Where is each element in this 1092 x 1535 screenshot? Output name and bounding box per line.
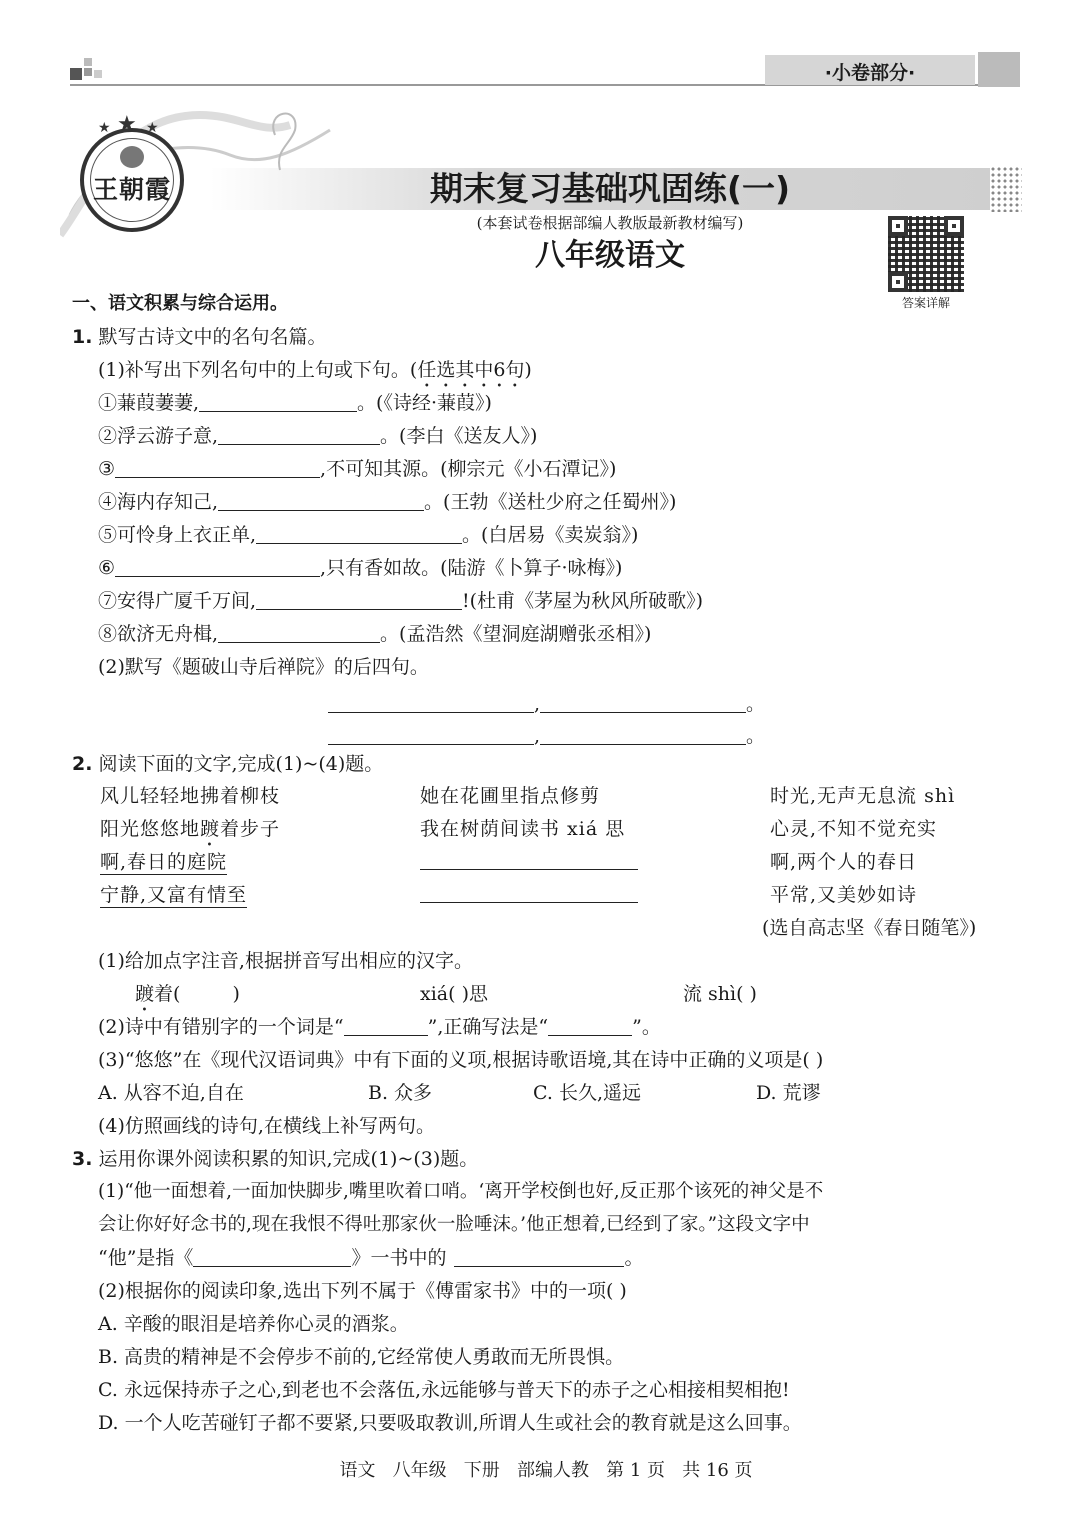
question-1-stem (72, 323, 327, 351)
emphasis-dotted-text: 任选其中6句 (417, 359, 525, 381)
period: 。 (746, 725, 766, 747)
answer-blank[interactable] (256, 523, 462, 544)
q3-sub1-line: 会让你好好念书的,现在我恨不得吐那家伙一脸唾沫。’他正想着,已经到了家。”这段文字中 (98, 1214, 810, 1235)
question-number: 1. (72, 326, 93, 348)
question-text: 阅读下面的文字,完成(1)~(4)题。 (98, 753, 384, 775)
item-suffix: !(杜甫《茅屋为秋风所破歌》) (462, 590, 704, 612)
item-prefix: ⑦安得广厦千万间, (98, 590, 257, 612)
answer-blank[interactable] (115, 556, 320, 577)
option-d[interactable]: D. 荒谬 (756, 1082, 821, 1104)
intro-text: ) (524, 359, 532, 381)
q3-sub2: (2)根据你的阅读印象,选出下列不属于《傅雷家书》中的一项( ) (98, 1280, 627, 1302)
q2-sub2 (98, 1013, 661, 1041)
q1-item-7 (98, 587, 703, 615)
text: ”,正确写法是“ (427, 1016, 549, 1038)
q3-option-c[interactable]: C. 永远保持赤子之心,到老也不会落伍,永远能够与普天下的赤子之心相接相契相抱! (98, 1379, 790, 1401)
answer-blank[interactable] (548, 1015, 632, 1036)
answer-a[interactable] (135, 980, 240, 1016)
q1-part2-intro: (2)默写《题破山寺后禅院》的后四句。 (98, 656, 429, 678)
poem-line (100, 815, 280, 851)
q2-sub1: (1)给加点字注音,根据拼音写出相应的汉字。 (98, 950, 473, 972)
q1-item-8 (98, 620, 651, 648)
poem-line-underlined (100, 848, 227, 876)
page-footer: 语文 八年级 下册 部编人教 第 1 页 共 16 页 (339, 1460, 753, 1481)
q3-option-a[interactable]: A. 辛酸的眼泪是培养你心灵的酒浆。 (98, 1313, 409, 1335)
q1-part2-answer-line-1 (328, 690, 765, 718)
option-a[interactable]: A. 从容不迫,自在 (98, 1082, 244, 1104)
answer-blank[interactable] (454, 1246, 624, 1267)
corner-squares-decoration (70, 58, 110, 82)
qr-code[interactable] (888, 216, 964, 292)
answer-blank[interactable] (344, 1015, 428, 1036)
question-text: 运用你课外阅读积累的知识,完成(1)~(3)题。 (98, 1148, 479, 1170)
poem-line: 心灵,不知不觉充实 (770, 818, 938, 840)
answer-text: 着( (154, 983, 181, 1005)
answer-text: ) (232, 983, 240, 1005)
item-suffix: ,只有香如故。(陆游《卜算子·咏梅》) (320, 557, 623, 579)
text: ”。 (632, 1016, 661, 1038)
item-suffix: 。(李白《送友人》) (380, 425, 538, 447)
answer-blank[interactable] (540, 724, 746, 745)
q3-option-b[interactable]: B. 高贵的精神是不会停步不前的,它经常使人勇敢而无所畏惧。 (98, 1346, 625, 1368)
banner-dot-pattern (990, 166, 1022, 212)
poem-source: (选自高志坚《春日随笔》) (762, 917, 977, 939)
answer-blank[interactable] (328, 724, 534, 745)
logo-star-left-icon: ★ (98, 120, 111, 136)
logo-seal (80, 128, 184, 232)
logo-emblem (120, 146, 144, 168)
poem-text: 着步子 (220, 818, 281, 840)
answer-b[interactable]: xiá( )思 (420, 983, 488, 1005)
item-prefix: ⑥ (98, 557, 116, 579)
answer-blank[interactable] (218, 622, 380, 643)
dotted-char: 踱 (200, 818, 221, 840)
poem-answer-blank[interactable] (420, 902, 638, 903)
option-b[interactable]: B. 众多 (368, 1082, 433, 1104)
section-label-tab (978, 52, 1020, 87)
option-c[interactable]: C. 长久,遥远 (533, 1082, 641, 1104)
item-prefix: ②浮云游子意, (98, 425, 219, 447)
poem-line: 啊,两个人的春日 (770, 851, 918, 873)
dotted-char: 踱 (135, 983, 155, 1005)
item-prefix: ⑤可怜身上衣正单, (98, 524, 257, 546)
q1-item-1 (98, 389, 492, 417)
answer-blank[interactable] (328, 692, 534, 713)
comma: , (534, 693, 541, 715)
poem-text: 阳光悠悠地 (100, 818, 201, 840)
answer-blank[interactable] (199, 391, 357, 412)
page-title: 期末复习基础巩固练(一) (429, 169, 791, 208)
answer-blank[interactable] (218, 490, 424, 511)
question-3-stem (72, 1145, 478, 1173)
answer-blank[interactable] (218, 424, 380, 445)
text: (2)诗中有错别字的一个词是“ (98, 1016, 344, 1038)
item-suffix: 。(王勃《送杜少府之任蜀州》) (424, 491, 677, 513)
q1-item-2 (98, 422, 537, 450)
section-label-badge (765, 55, 975, 85)
q1-item-6 (98, 554, 622, 582)
item-prefix: ①蒹葭萋萋, (98, 392, 200, 414)
logo-star-right-icon: ★ (146, 120, 159, 136)
item-prefix: ④海内存知己, (98, 491, 219, 513)
q1-item-5 (98, 521, 638, 549)
poem-line: 她在花圃里指点修剪 (420, 785, 601, 807)
text: “他”是指《 (98, 1247, 194, 1269)
poem-line: 时光,无声无息流 shì (770, 785, 956, 807)
poem-answer-blank[interactable] (420, 869, 638, 870)
question-text: 默写古诗文中的名句名篇。 (98, 326, 327, 348)
question-number: 2. (72, 753, 93, 775)
answer-blank[interactable] (256, 589, 462, 610)
item-suffix: 。(《诗经·蒹葭》) (357, 392, 492, 414)
logo-star-icon: ★ (117, 112, 137, 137)
q1-part1-intro (98, 356, 532, 392)
text: 。 (624, 1247, 644, 1269)
poem-line: 风儿轻轻地拂着柳枝 (100, 785, 281, 807)
q1-item-3 (98, 455, 616, 483)
poem-line: 我在树荫间读书 xiá 思 (420, 818, 626, 840)
q3-sub1-line: (1)“他一面想着,一面加快脚步,嘴里吹着口哨。‘离开学校倒也好,反正那个该死的神父是不 (98, 1181, 824, 1202)
q3-sub1-line (98, 1244, 643, 1272)
q2-sub4: (4)仿照画线的诗句,在横线上补写两句。 (98, 1115, 435, 1137)
answer-blank[interactable] (540, 692, 746, 713)
logo-text: 王朝霞 (92, 175, 171, 204)
text: 》一书中的 (351, 1247, 447, 1269)
question-number: 3. (72, 1148, 93, 1170)
item-suffix: 。(孟浩然《望洞庭湖赠张丞相》) (380, 623, 652, 645)
intro-text: (1)补写出下列名句中的上句或下句。( (98, 359, 418, 381)
item-prefix: ③ (98, 458, 116, 480)
item-suffix: 。(白居易《卖炭翁》) (462, 524, 639, 546)
q3-option-d[interactable]: D. 一个人吃苦碰钉子都不要紧,只要吸取教训,所谓人生或社会的教育就是这么回事。 (98, 1412, 802, 1434)
q2-sub3: (3)“悠悠”在《现代汉语词典》中有下面的义项,根据诗歌语境,其在诗中正确的义项是( ) (98, 1049, 824, 1071)
grade-subject-title: 八年级语文 (535, 238, 685, 273)
answer-c[interactable]: 流 shì( ) (683, 983, 757, 1005)
poem-line: 平常,又美妙如诗 (770, 884, 918, 906)
answer-blank[interactable] (193, 1246, 351, 1267)
question-2-stem (72, 750, 383, 778)
comma: , (534, 725, 541, 747)
qr-caption: 答案详解 (901, 296, 950, 310)
item-suffix: ,不可知其源。(柳宗元《小石潭记》) (320, 458, 617, 480)
answer-blank[interactable] (115, 457, 320, 478)
poem-line-underlined (100, 881, 247, 909)
q1-item-4 (98, 488, 676, 516)
page-subtitle: (本套试卷根据部编人教版最新教材编写) (476, 214, 744, 232)
period: 。 (746, 693, 766, 715)
poem-text: 啊,春日的庭院 (100, 851, 228, 873)
q1-part2-answer-line-2 (328, 722, 765, 750)
poem-text: 宁静,又富有情至 (100, 884, 248, 906)
section-heading: 一、语文积累与综合运用。 (72, 293, 288, 314)
section-label: ·小卷部分· (824, 62, 916, 84)
item-prefix: ⑧欲济无舟楫, (98, 623, 219, 645)
